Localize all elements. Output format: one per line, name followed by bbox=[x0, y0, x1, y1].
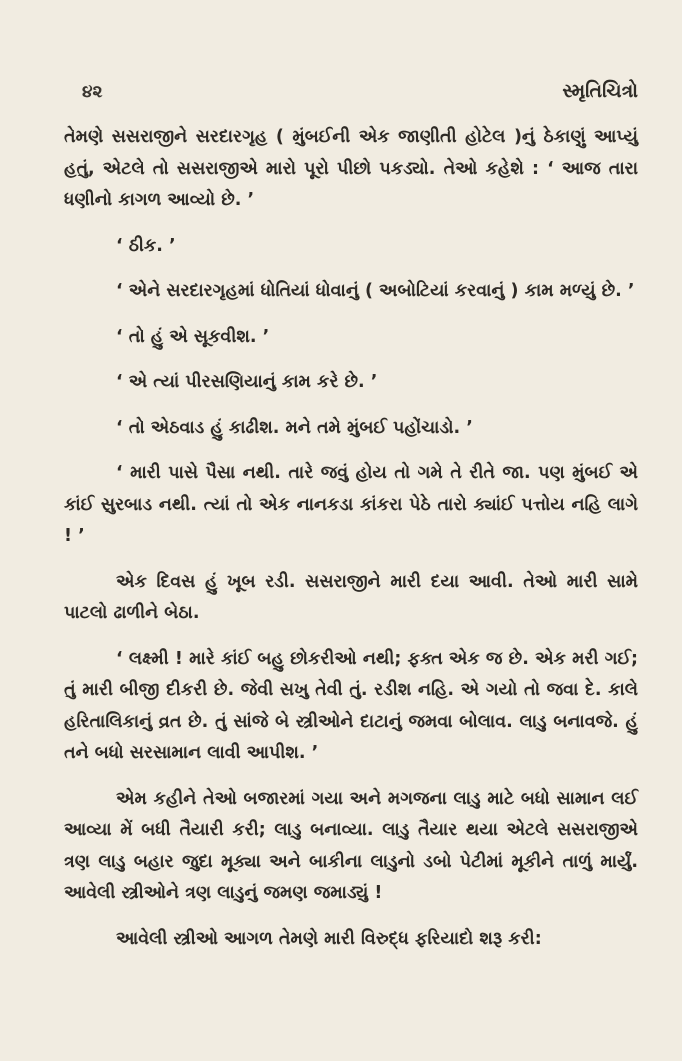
paragraph: ‘ મારી પાસે પૈસા નથી. તારે જવું હોય તો ગમે તે રીતે જા. પણ મુંબઈ એ કાંઈ સુરબાડ નથી. ત્યાં તો એક નાનકડા કાંકરા પેઠે તારો ક્યાંઈ પત્તોય નહિ લાગે ! ’ bbox=[64, 463, 638, 546]
paragraph: ‘ ઠીક. ’ bbox=[116, 235, 176, 256]
paragraph: એમ કહીને તેઓ બજારમાં ગયા અને મગજના લાડુ માટે બધો સામાન લઈ આવ્યા મેં બધી તૈયારી કરી; લાડુ બનાવ્યા. લાડુ તૈયાર થયા એટલે સસરાજીએ ત્રણ લાડુ બહાર જુદા મૂક્યા અને બાકીના લાડુનો ડબો પેટીમાં મૂકીને તાળું માર્યું. આવેલી સ્ત્રીઓને ત્રણ લાડુનું જમણ જમાડ્યું ! bbox=[64, 788, 638, 903]
paragraph: તેમણે સસરાજીને સરદારગૃહ ( મુંબઈની એક જાણીતી હોટેલ )નું ઠેકાણું આપ્યું હતું, એટલે તો સસરાજીએ મારો પૂરો પીછો પકડ્યો. તેઓ કહેશે : ‘ આજ તારા ધણીનો કાગળ આવ્યો છે. ’ bbox=[64, 127, 638, 210]
paragraph: ‘ લક્ષ્મી ! મારે કાંઈ બહુ છોકરીઓ નથી; ફક્ત એક જ છે. એક મરી ગઈ; તું મારી બીજી દીકરી છે. જેવી સખુ તેવી તું. રડીશ નહિ. એ ગયો તો જવા દે. કાલે હરિતાલિકાનું વ્રત છે. તું સાંજે બે સ્ત્રીઓને દાટાનું જમવા બોલાવ. લાડુ બનાવજે. હું તને બધો સરસામાન લાવી આપીશ. ’ bbox=[64, 648, 638, 763]
page-number: ૪૨ bbox=[82, 82, 103, 102]
paragraph: એક દિવસ હું ખૂબ રડી. સસરાજીને મારી દયા આવી. તેઓ મારી સામે પાટલો ઢાળીને બેઠા. bbox=[64, 571, 638, 623]
page-header bbox=[64, 64, 638, 122]
paragraph: ‘ તો હું એ સૂકવીશ. ’ bbox=[116, 326, 270, 347]
paragraph: ‘ તો એઠવાડ હું કાઢીશ. મને તમે મુંબઈ પહોંચાડો. ’ bbox=[116, 417, 473, 438]
paragraph: ‘ એને સરદારગૃહમાં ધોતિયાં ધોવાનું ( અબોટિયાં કરવાનું ) કામ મળ્યું છે. ’ bbox=[116, 281, 635, 301]
paragraph: આવેલી સ્ત્રીઓ આગળ તેમણે મારી વિરુદ્ધ ફરિયાદો શરૂ કરી: bbox=[116, 928, 542, 949]
paragraph: ‘ એ ત્યાં પીરસણિયાનું કામ કરે છે. ’ bbox=[116, 372, 378, 392]
body-text bbox=[64, 122, 638, 955]
running-title: સ્મૃતિચિત્રો bbox=[562, 80, 638, 102]
